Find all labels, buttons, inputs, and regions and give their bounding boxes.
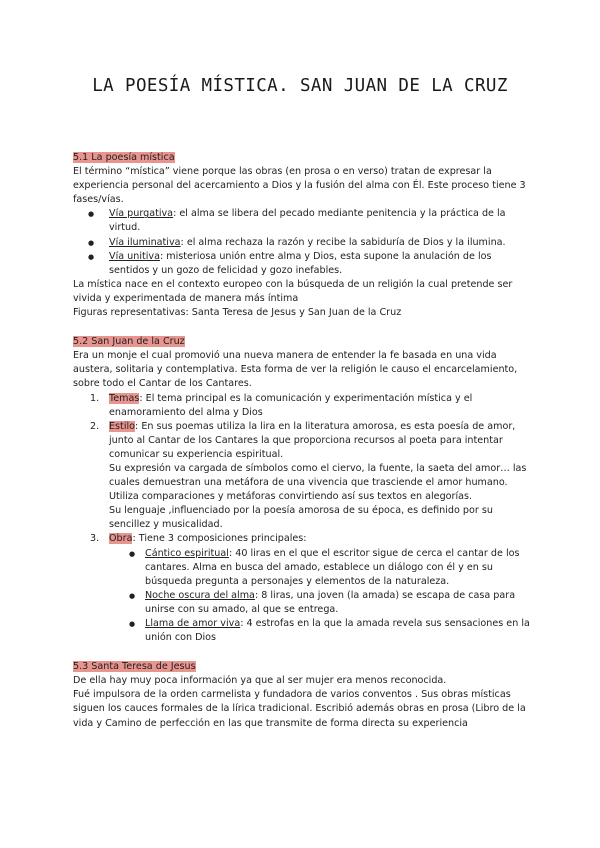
section-heading-5-3: 5.3 Santa Teresa de Jesus <box>73 661 196 673</box>
section-heading-5-1: 5.1 La poesía mística <box>73 152 175 163</box>
section-5-3-paragraph: De ella hay muy poca información ya que al ser mujer era menos reconocida. <box>73 675 447 687</box>
list-item: ● Vía purgativa: el alma se libera del pecado mediante penitencia y la práctica de la virtud. <box>73 207 533 235</box>
section-5-1-paragraph: La mística nace en el contexto europeo con la búsqueda de un religión la cual pretende ser vivida y experimentada de manera más íntima <box>73 278 513 304</box>
list-item: ● Llama de amor viva: 4 estrofas en la que la amada revela sus sensaciones en la unión con Dios <box>109 617 533 645</box>
list-item: 1. Temas: El tema principal es la comunicación y experimentación mística y el enamoramiento del alma y Dios <box>90 392 473 418</box>
document-body <box>73 151 533 731</box>
document-title: LA POESÍA MÍSTICA. SAN JUAN DE LA CRUZ <box>92 76 508 96</box>
section-5-1-intro: El término “mística” viene porque las obras (en prosa o en verso) tratan de expresar la experiencia personal del acercamiento a Dios y la fusión del alma con Él. Este proceso tiene 3 fases/vías. <box>73 166 526 206</box>
list-item: 3. Obra: Tiene 3 composiciones principales: ● Cántico espiritual: 40 liras en el que el escritor sigue de cerca el cantar de los cantares. Alma en busca del amado, establece un diálogo con él y en su búsqueda pregunta a personajes y elementos de la naturaleza. ● Noche oscura del alma: 8 liras, una joven (la amada) se escapa de casa para unirse con su amado, al que se entrega. ● Llama de amor viva: 4 estrofas en la que la amada revela sus sensaciones en la unión con Dios <box>73 532 533 645</box>
works-list <box>109 547 533 646</box>
list-item: 2. Estilo: En sus poemas utiliza la lira en la literatura amorosa, es esta poesía de amor, junto al Cantar de los Cantares la que proporciona recursos al poeta para intentar comunicar su experiencia espiritual. Su expresión va cargada de símbolos como el ciervo, la fuente, la saeta del amor… las cuales demuestran una metáfora de una vivencia que trasciende el amor humano. Utiliza comparaciones y metáforas convirtiendo así sus textos en alegorías. Su lenguaje ,influenciado por la poesía amorosa de su época, es definido por su sencillez y musicalidad. <box>73 420 533 533</box>
juan-list <box>73 392 533 646</box>
list-item: ● Cántico espiritual: 40 liras en el que el escritor sigue de cerca el cantar de los cantares. Alma en busca del amado, establece un diálogo con él y en su búsqueda pregunta a personajes y elementos de la naturaleza. <box>109 547 533 589</box>
style-paragraph: Su expresión va cargada de símbolos como el ciervo, la fuente, la saeta del amor… las cuales demuestran una metáfora de una vivencia que trasciende el amor humano. Utiliza comparaciones y metáforas convirtiendo así sus textos en alegorías. <box>109 462 527 503</box>
section-5-1-figures: Figuras representativas: Santa Teresa de Jesus y San Juan de la Cruz <box>73 307 402 319</box>
list-item: ● Vía unitiva: misteriosa unión entre alma y Dios, esta supone la anulación de los sentidos y un gozo de felicidad y gozo inefables. <box>73 250 533 278</box>
list-item: ● Vía iluminativa: el alma rechaza la razón y recibe la sabiduría de Dios y la ilumina. <box>73 236 533 250</box>
section-5-3-paragraph: Fué impulsora de la orden carmelista y fundadora de varios conventos . Sus obras místicas siguen los cauces formales de la lírica tradicional. Escribió además obras en prosa (Libro de la vida y Camino de perfección en las que transmite de forma directa su experiencia <box>73 689 526 729</box>
vias-list <box>73 207 533 277</box>
style-paragraph: Su lenguaje ,influenciado por la poesía amorosa de su época, es definido por su sencillez y musicalidad. <box>109 505 493 531</box>
list-item: ● Noche oscura del alma: 8 liras, una joven (la amada) se escapa de casa para unirse con su amado, al que se entrega. <box>109 589 533 617</box>
section-5-2-intro: Era un monje el cual promovió una nueva manera de entender la fe basada en una vida austera, solitaria y contemplativa. Esta forma de ver la religión le causo el encarcelamiento, sobre todo el Cantar de los Cantares. <box>73 350 518 390</box>
section-heading-5-2: 5.2 San Juan de la Cruz <box>73 336 185 348</box>
